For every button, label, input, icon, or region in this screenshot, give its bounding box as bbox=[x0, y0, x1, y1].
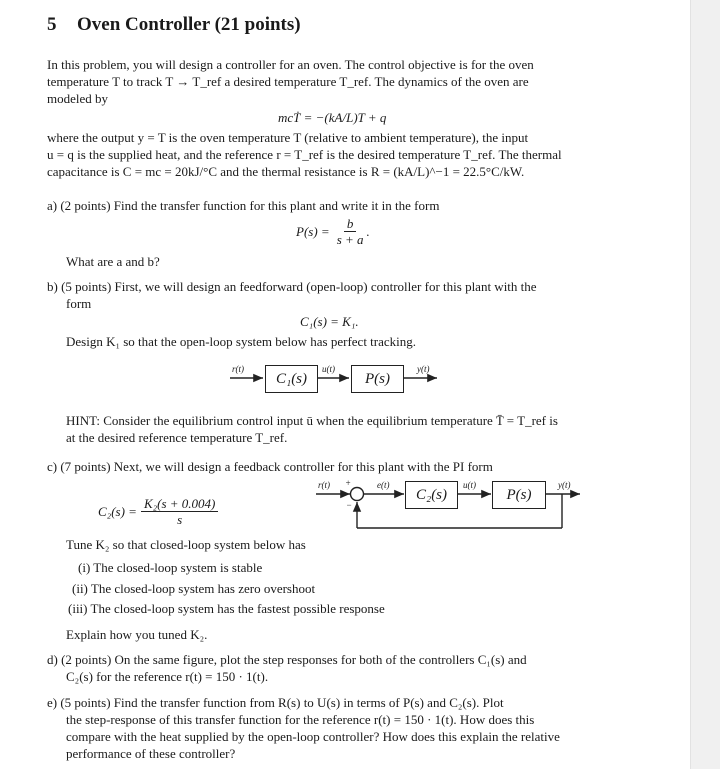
open-loop-c1-block: C₁(s) bbox=[265, 365, 318, 393]
part-e-line-1: e) (5 points) Find the transfer function from R(s) to U(s) in terms of P(s) and C₂(s). Plot bbox=[47, 695, 504, 710]
closed-loop-e-label: e(t) bbox=[377, 480, 390, 490]
closed-loop-c2-block: C₂(s) bbox=[405, 481, 458, 509]
pi-tf-denominator: s bbox=[177, 512, 183, 527]
part-c-line-1: c) (7 points) Next, we will design a feedback controller for this plant with the PI form bbox=[47, 459, 493, 474]
closed-loop-p-block: P(s) bbox=[492, 481, 546, 509]
part-d-line-2: C₂(s) for the reference r(t) = 150 · 1(t). bbox=[66, 669, 269, 684]
part-c-tune: Tune K₂ so that closed-loop system below has bbox=[66, 537, 306, 552]
part-a-question: What are a and b? bbox=[66, 254, 160, 269]
part-c-explain: Explain how you tuned K₂. bbox=[66, 627, 208, 642]
part-c-item-1: (i) The closed-loop system is stable bbox=[78, 560, 263, 575]
closed-loop-u-label: u(t) bbox=[463, 480, 476, 490]
side-panel bbox=[690, 0, 720, 769]
pi-tf-numerator: K₂(s + 0.004) bbox=[141, 496, 218, 512]
intro-line-2: temperature T to track T → T_ref a desired temperature T_ref. The dynamics of the oven are bbox=[47, 74, 529, 89]
summing-minus-sign: − bbox=[346, 500, 353, 510]
plant-tf-lhs: P(s) = bbox=[296, 223, 330, 239]
open-loop-y-label: y(t) bbox=[417, 364, 430, 374]
part-b-hint-2: at the desired reference temperature T_ref. bbox=[66, 430, 288, 445]
open-loop-r-label: r(t) bbox=[232, 364, 244, 374]
plant-tf-end: . bbox=[366, 223, 370, 239]
intro-line-3: modeled by bbox=[47, 91, 109, 106]
intro-line-1: In this problem, you will design a controller for an oven. The control objective is for the oven bbox=[47, 57, 534, 72]
open-loop-u-label: u(t) bbox=[322, 364, 335, 374]
open-loop-p-block: P(s) bbox=[351, 365, 404, 393]
part-b-hint-1: HINT: Consider the equilibrium control input ū when the equilibrium temperature T̄ = T_ref is bbox=[66, 413, 558, 428]
part-b-line-1: b) (5 points) First, we will design an feedforward (open-loop) controller for this plant with the bbox=[47, 279, 537, 294]
feedforward-controller-equation: C₁(s) = K₁. bbox=[300, 314, 359, 329]
part-c-item-3: (iii) The closed-loop system has the fastest possible response bbox=[68, 601, 385, 616]
section-number: 5 bbox=[47, 14, 57, 35]
part-a-line-1: a) (2 points) Find the transfer function for this plant and write it in the form bbox=[47, 198, 440, 213]
pi-tf-lhs: C₂(s) = bbox=[98, 503, 137, 519]
part-d-line-1: d) (2 points) On the same figure, plot the step responses for both of the controllers C₁(s) and bbox=[47, 652, 527, 667]
plant-tf-numerator: b bbox=[344, 216, 357, 232]
part-e-line-2: the step-response of this transfer function for the reference r(t) = 150 · 1(t). How does this bbox=[66, 712, 535, 727]
part-b-line-2: form bbox=[66, 296, 92, 311]
intro-line-4: where the output y = T is the oven temperature T (relative to ambient temperature), the input bbox=[47, 130, 529, 145]
part-e-line-3: compare with the heat supplied by the open-loop controller? How does this explain the relative bbox=[66, 729, 560, 744]
closed-loop-y-label: y(t) bbox=[558, 480, 571, 490]
closed-loop-r-label: r(t) bbox=[318, 480, 330, 490]
part-c-item-2: (ii) The closed-loop system has zero overshoot bbox=[72, 581, 316, 596]
summing-plus-sign: + bbox=[345, 478, 352, 488]
part-e-line-4: performance of these controller? bbox=[66, 746, 236, 761]
plant-tf-denominator: s + a bbox=[336, 232, 364, 247]
oven-dynamics-equation: mcṪ = −(kA/L)T + q bbox=[278, 110, 387, 125]
section-title: Oven Controller (21 points) bbox=[77, 14, 301, 35]
intro-line-6: capacitance is C = mc = 20kJ/°C and the thermal resistance is R = (kA/L)^−1 = 22.5°C/kW. bbox=[47, 164, 525, 179]
part-b-line-3: Design K₁ so that the open-loop system below has perfect tracking. bbox=[66, 334, 417, 349]
intro-line-5: u = q is the supplied heat, and the reference r = T_ref is the desired temperature T_ref. The thermal bbox=[47, 147, 562, 162]
